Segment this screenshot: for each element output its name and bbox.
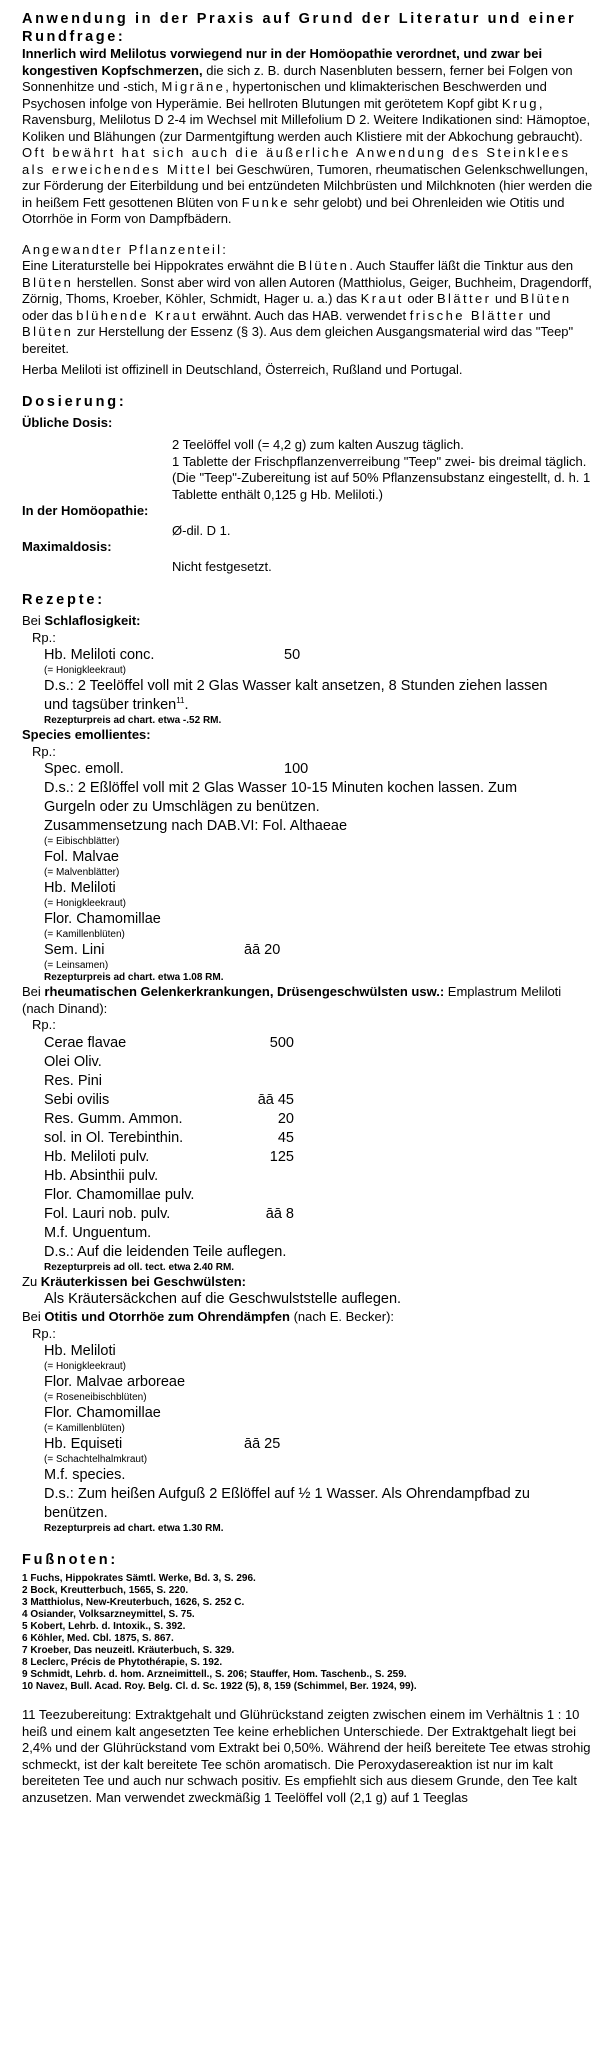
recipe5-price: Rezepturpreis ad chart. etwa 1.30 RM. xyxy=(44,1523,224,1534)
footnote-item: 10 Navez, Bull. Acad. Roy. Belg. Cl. d. Sc. 1922 (5), 8, 159 (Schimmel, Ber. 1924, 99). xyxy=(22,1681,417,1692)
recipe1-price: Rezepturpreis ad chart. etwa -.52 RM. xyxy=(44,715,222,726)
pp-c: herstellen. Sonst aber wird von allen Autoren (Matthiolus, Geiger, Buchheim, Dragendorff, Zörnig, Thoms, Kroeber, Köhler, Schmidt, Hager u. a.) das xyxy=(22,274,592,306)
recipe2-comp: Zusammensetzung nach DAB.VI: Fol. Althaeae xyxy=(44,818,348,834)
r3-item-name: Fol. Lauri nob. pulv. xyxy=(44,1205,171,1222)
recipe4-text: Als Kräutersäckchen auf die Geschwulststelle auflegen. xyxy=(44,1291,402,1307)
r1-ds-sup: 11 xyxy=(176,696,185,706)
recipe3-item xyxy=(44,1091,593,1110)
r3-item-qty: 500 xyxy=(269,1034,294,1051)
r3-item-qty xyxy=(244,1072,294,1091)
dose-usual-2: 1 Tablette der Frischpflanzenverreibung "Teep" zwei- bis dreimal täglich. xyxy=(172,453,587,469)
pp-bluehende: blühende Kraut xyxy=(76,307,198,323)
heading-footnotes: Fußnoten: xyxy=(22,1552,119,1568)
recipe2-i4-note: (= Kamillenblüten) xyxy=(44,929,125,940)
dose-usual-1: 2 Teelöffel voll (= 4,2 g) zum kalten Auszug täglich. xyxy=(172,437,464,452)
intro2-text-a: bei Geschwüren, Tumoren, rheumatischen Gelenkschwellungen, zur Förderung der Eiterbildung und bei entzündeten Milchbrüsten und Milchknoten (hier werden die in heißem Fett gesottenen Blüten von xyxy=(22,161,593,210)
intro-text-c: , Ravensburg, Melilotus D 2-4 im Wechsel mit Millefolium D 2. Weitere Indikationen sind: Hämoptoe, Koliken und Blähungen (zur Darmentgiftung werden auch Klistiere mit der Abkochung gebraucht). xyxy=(22,95,591,144)
recipe3-item xyxy=(44,1148,593,1167)
pp-blueten4: Blüten xyxy=(22,324,74,339)
recipe5-i4 xyxy=(44,1435,593,1454)
r3-item-name: M.f. Unguentum. xyxy=(44,1224,152,1241)
recipe3-item xyxy=(44,1072,593,1091)
pp-g: erwähnt. Auch das HAB. verwendet xyxy=(198,307,410,323)
r3-item-qty: āā 8 xyxy=(265,1205,294,1222)
pp-i: zur Herstellung der Essenz (§ 3). Aus dem gleichen Ausgangsmaterial wird das "Teep" bereitet. xyxy=(22,324,574,356)
recipe5-rp: Rp.: xyxy=(32,1325,56,1341)
recipe2-i3: Hb. Meliloti xyxy=(44,880,116,896)
dose-homeo-label: In der Homöopathie: xyxy=(22,503,149,518)
recipe3-item xyxy=(44,1186,593,1205)
r3-item-name: Res. Gumm. Ammon. xyxy=(44,1110,183,1127)
recipe3-item xyxy=(44,1034,593,1053)
footnote-item: 3 Matthiolus, New-Kreuterbuch, 1626, S. 252 C. xyxy=(22,1597,245,1608)
pp-h: und xyxy=(525,307,551,323)
r3-item-qty: 45 xyxy=(277,1129,294,1146)
recipe1-title xyxy=(22,613,593,630)
intro-text-b: , hypertonischen und klimakterischen Beschwerden und Psychosen infolge von Hyperämie. Bei hellroten Blutungen mit gerötetem Kopf gibt xyxy=(22,79,547,111)
footnote-item: 5 Kobert, Lehrb. d. Intoxik., S. 392. xyxy=(22,1621,186,1632)
intro2-text-b: sehr gelobt) und bei Ohrenleiden wie Otitis und Otorrhöe in Form von Dampfbädern. xyxy=(22,194,565,226)
recipe3-item xyxy=(44,1110,593,1129)
intro2-funke: Funke xyxy=(241,194,290,210)
footnote-11: 11 Teezubereitung: Extraktgehalt und Glührückstand zeigten zwischen einem im Verhältnis 1 : 10 heiß und einem kalt angesetzten Tee keine erheblichen Unterschiede. Der Extraktgehalt liegt bei 2,4% und der Glührückstand vom Extrakt bei 0,50%. Während der heiß bereitete Tee etwas strohig schmeckt, ist der kalt bereitete Tee schön aromatisch. Die Peroxydasereaktion ist nur im kalt bereiteten Tee und auch nur schwach positiv. Es empfiehlt sich aus diesem Grunde, den Tee kalt anzusetzen. Man verwendet zweckmäßig 1 Teelöffel voll (2,1 g) auf 1 Teeglas xyxy=(22,1707,591,1805)
pp-blaetter: Blätter xyxy=(436,291,492,306)
r3-post: Emplastrum Meliloti (nach Dinand): xyxy=(22,984,562,1016)
intro-paragraph-1 xyxy=(22,46,593,145)
footnote-item: 6 Köhler, Med. Cbl. 1875, S. 867. xyxy=(22,1633,174,1644)
recipe3-rp: Rp.: xyxy=(32,1017,56,1032)
recipe1-item xyxy=(44,646,593,665)
recipe2-i2-note: (= Malvenblätter) xyxy=(44,867,120,878)
footnote-item: 1 Fuchs, Hippokrates Sämtl. Werke, Bd. 3, S. 296. xyxy=(22,1573,256,1584)
r3-item-name: Res. Pini xyxy=(44,1072,103,1089)
recipe2-i2: Fol. Malvae xyxy=(44,849,119,865)
recipe3-item xyxy=(44,1129,593,1148)
r1-ds-end: . xyxy=(184,697,189,713)
recipe5-i1: Hb. Meliloti xyxy=(44,1343,116,1359)
dose-usual-label: Übliche Dosis: xyxy=(22,414,113,430)
recipe2-item1 xyxy=(44,760,593,779)
pp-blueten3: Blüten xyxy=(520,291,572,306)
r1-ds-text: D.s.: 2 Teelöffel voll mit 2 Glas Wasser kalt ansetzen, 8 Stunden ziehen lassen und tagsüber trinken xyxy=(44,678,548,713)
recipe2-title: Species emollientes: xyxy=(22,727,151,742)
recipe1-item-note: (= Honigkleekraut) xyxy=(44,665,126,676)
r4-bold: Kräuterkissen bei Geschwülsten: xyxy=(40,1273,246,1289)
r3-bold: rheumatischen Gelenkerkrankungen, Drüsengeschwülsten usw.: xyxy=(44,984,445,999)
recipe2-i3-note: (= Honigkleekraut) xyxy=(44,898,126,909)
pp-e: und xyxy=(491,291,521,306)
recipe5-i4-note: (= Schachtelhalmkraut) xyxy=(44,1454,148,1465)
recipe5-title xyxy=(22,1309,593,1326)
dose-max-value: Nicht festgesetzt. xyxy=(172,558,272,574)
heading-plant-part: Angewandter Pflanzenteil: xyxy=(22,241,229,257)
r3-item-qty xyxy=(244,1167,294,1186)
r3-item-name: Hb. Absinthii pulv. xyxy=(44,1167,159,1184)
recipe5-i2: Flor. Malvae arboreae xyxy=(44,1374,186,1390)
r1-pre: Bei xyxy=(22,613,45,628)
recipe5-i1-note: (= Honigkleekraut) xyxy=(44,1361,126,1372)
footnote-item: 4 Osiander, Volksarzneymittel, S. 75. xyxy=(22,1609,195,1620)
pp-b: . Auch Stauffer läßt die Tinktur aus den xyxy=(349,258,574,273)
r4-pre: Zu xyxy=(22,1273,41,1289)
r2-item1-qty: 100 xyxy=(284,761,309,777)
r2-item1-name: Spec. emoll. xyxy=(44,761,124,777)
intro-bold-lead: Innerlich wird Melilotus vorwiegend nur in der Homöopathie verordnet, und zwar bei kongestiven Kopfschmerzen, xyxy=(22,46,543,78)
r3-item-qty xyxy=(244,1224,294,1243)
recipe3-ds: D.s.: Auf die leidenden Teile auflegen. xyxy=(44,1243,287,1260)
r2-i5-name: Sem. Lini xyxy=(44,942,105,958)
pp-f: oder das xyxy=(22,307,77,323)
footnote-item: 2 Bock, Kreutterbuch, 1565, S. 220. xyxy=(22,1585,189,1596)
recipe2-price: Rezepturpreis ad chart. etwa 1.08 RM. xyxy=(44,972,224,983)
r5-bold: Otitis und Otorrhöe zum Ohrendämpfen xyxy=(44,1309,290,1324)
recipe3-item xyxy=(44,1167,593,1186)
footnote-item: 9 Schmidt, Lehrb. d. hom. Arzneimittell., S. 206; Stauffer, Hom. Taschenb., S. 259. xyxy=(22,1669,407,1680)
recipe3-price: Rezepturpreis ad oll. tect. etwa 2.40 RM. xyxy=(44,1261,235,1273)
footnote-item: 7 Kroeber, Das neuzeitl. Kräuterbuch, S. 329. xyxy=(22,1645,235,1656)
recipe2-comp-note: (= Eibischblätter) xyxy=(44,836,120,847)
r5-pre: Bei xyxy=(22,1309,45,1324)
intro-spaced-lead: Oft bewährt hat sich auch die äußerliche Anwendung des Steinklees als erweichendes Mittel xyxy=(22,145,571,177)
r5-i4-qty: āā 25 xyxy=(244,1436,281,1452)
r3-item-name: Hb. Meliloti pulv. xyxy=(44,1148,150,1165)
r3-item-name: Sebi ovilis xyxy=(44,1091,110,1108)
r5-post: (nach E. Becker): xyxy=(289,1309,395,1324)
recipe5-i3-note: (= Kamillenblüten) xyxy=(44,1423,125,1434)
r3-item-name: sol. in Ol. Terebinthin. xyxy=(44,1129,184,1146)
pp-kraut: Kraut xyxy=(360,291,404,306)
intro-krug: Krug xyxy=(501,95,539,111)
r2-i5-qty: āā 20 xyxy=(244,942,281,958)
r3-item-name: Flor. Chamomillae pulv. xyxy=(44,1186,195,1203)
recipe1-rp: Rp.: xyxy=(32,629,56,645)
recipe3-title xyxy=(22,984,593,1017)
r1-item-name: Hb. Meliloti conc. xyxy=(44,647,155,663)
recipe3-item xyxy=(44,1053,593,1072)
recipe5-mf: M.f. species. xyxy=(44,1467,126,1483)
intro-paragraph-2 xyxy=(22,145,593,228)
dose-usual-values xyxy=(172,437,593,503)
heading-recipes: Rezepte: xyxy=(22,592,105,608)
r5-i4-name: Hb. Equiseti xyxy=(44,1436,123,1452)
footnote-item: 8 Leclerc, Précis de Phytothérapie, S. 192. xyxy=(22,1657,223,1668)
recipe2-i5 xyxy=(44,941,593,960)
r3-item-qty: 20 xyxy=(277,1110,294,1127)
r1-item-qty: 50 xyxy=(284,647,301,663)
recipe5-i3: Flor. Chamomillae xyxy=(44,1405,161,1421)
pp-d: oder xyxy=(403,291,437,306)
pp-blueten2: Blüten xyxy=(22,274,74,290)
recipe4-title xyxy=(22,1274,593,1291)
r3-item-qty xyxy=(244,1053,294,1072)
recipe3-item xyxy=(44,1224,593,1243)
recipe2-rp: Rp.: xyxy=(32,743,56,759)
r3-item-qty: 125 xyxy=(269,1148,294,1165)
recipe5-ds: D.s.: Zum heißen Aufguß 2 Eßlöffel auf ½ 1 Wasser. Als Ohrendampfbad zu benützen. xyxy=(44,1486,530,1521)
plant-part-paragraph-1 xyxy=(22,258,593,357)
dose-usual-3: (Die "Teep"-Zubereitung ist auf 50% Pflanzensubstanz eingestellt, d. h. 1 Tablette enthält 0,125 g Hb. Meliloti.) xyxy=(172,470,591,502)
recipe2-i5-note: (= Leinsamen) xyxy=(44,960,109,971)
recipe2-i4: Flor. Chamomillae xyxy=(44,911,161,927)
dose-homeo-value: Ø-dil. D 1. xyxy=(172,522,231,538)
recipe2-ds: D.s.: 2 Eßlöffel voll mit 2 Glas Wasser 10-15 Minuten kochen lassen. Zum Gurgeln oder zu Umschlägen zu benützen. xyxy=(44,780,518,815)
r3-item-name: Olei Oliv. xyxy=(44,1053,102,1070)
dose-max-label: Maximaldosis: xyxy=(22,539,112,554)
r3-item-qty xyxy=(244,1186,294,1205)
pp-a: Eine Literaturstelle bei Hippokrates erwähnt die xyxy=(22,258,299,273)
plant-part-paragraph-2: Herba Meliloti ist offizinell in Deutschland, Österreich, Rußland und Portugal. xyxy=(22,362,463,377)
r1-bold: Schlaflosigkeit: xyxy=(44,613,141,628)
footnote-list xyxy=(22,1573,593,1693)
intro-migraene: Migräne xyxy=(161,79,226,94)
recipe3-item xyxy=(44,1205,593,1224)
heading-dosage: Dosierung: xyxy=(22,393,127,410)
r3-item-qty: āā 45 xyxy=(257,1091,294,1108)
r3-item-name: Cerae flavae xyxy=(44,1034,127,1051)
r3-pre: Bei xyxy=(22,984,45,999)
pp-frische: frische Blätter xyxy=(409,307,526,323)
recipe5-i2-note: (= Roseneibischblüten) xyxy=(44,1392,147,1403)
pp-blueten: Blüten xyxy=(298,258,350,273)
recipe3-items xyxy=(22,1034,593,1243)
section-title-application: Anwendung in der Praxis auf Grund der Literatur und einer Rundfrage: xyxy=(22,11,577,45)
intro-text-a: die sich z. B. durch Nasenbluten bessern, ferner bei Folgen von Sonnenhitze und -stich, xyxy=(22,62,573,94)
recipe1-ds xyxy=(44,677,563,715)
